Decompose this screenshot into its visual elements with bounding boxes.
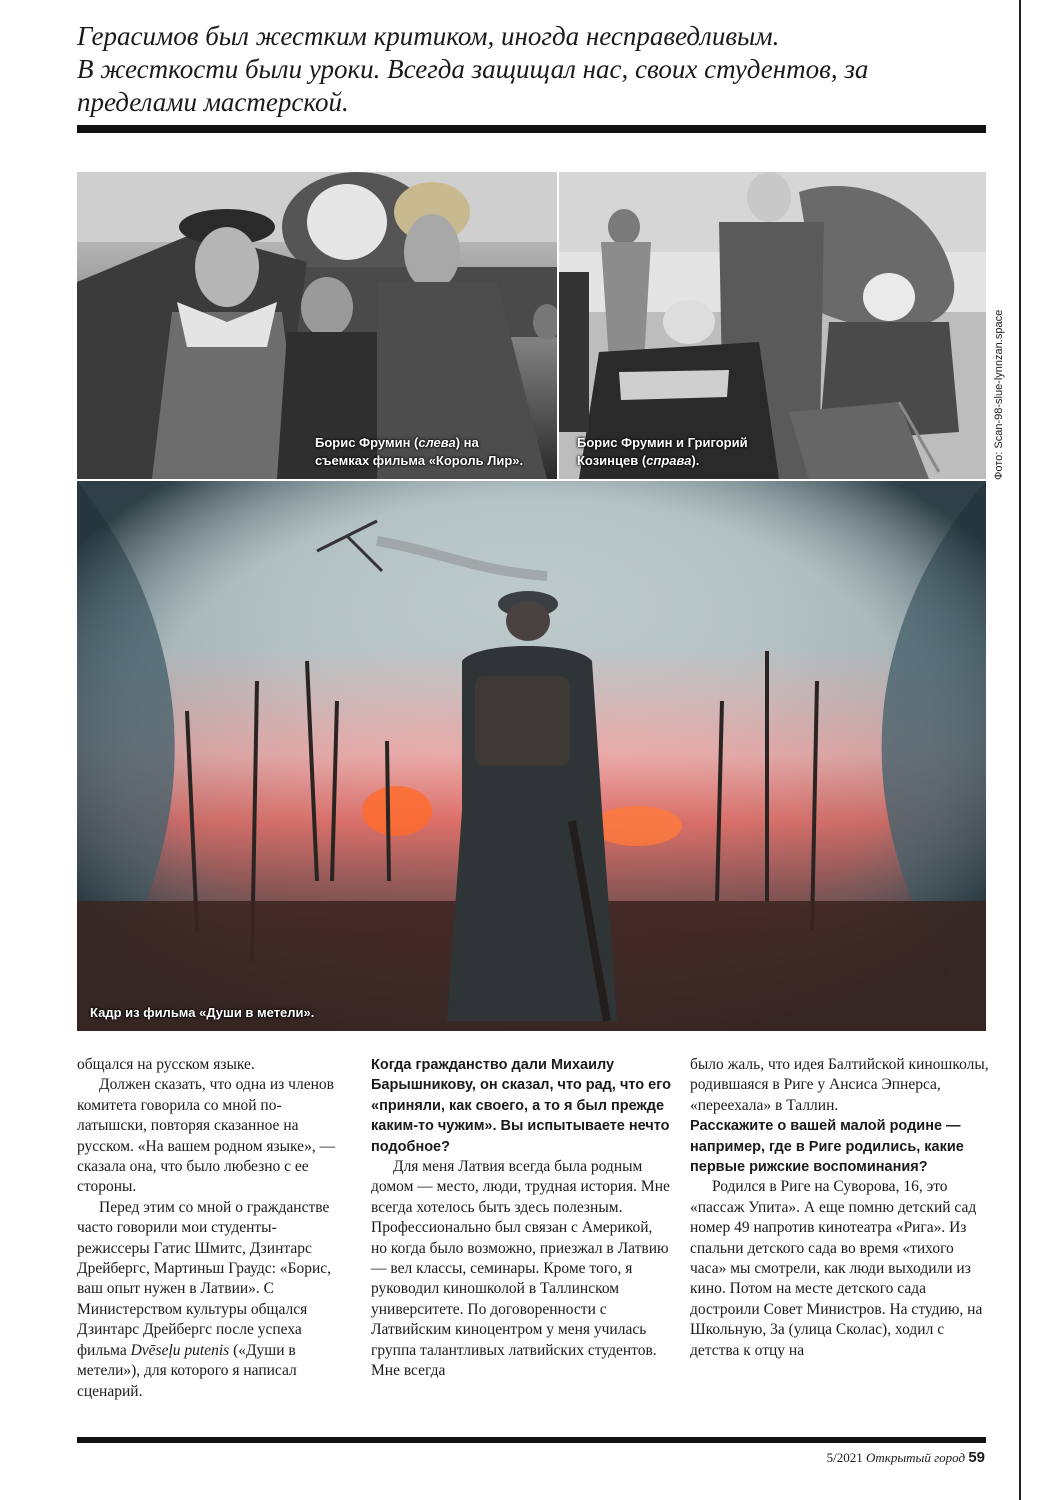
paragraph-text: Перед этим со мной о гражданстве часто говорили мои студенты-режиссеры Гатис Шмитс, Дзинтарс Дрейбергс, Мартиньш Граудс: «Борис, ваш опыт нужен в Латвии». С Министерством культуры общался Дзинтарс Дрейбергс после успеха фильма [77, 1198, 331, 1359]
page-edge-rule [1019, 0, 1021, 1500]
paragraph: Для меня Латвия всегда была родным домом — место, люди, трудная история. Мне всегда хотелось быть здесь полезным. Профессионально был связан с Америкой, но когда было возможно, приезжал в Латвию — вел классы, семинары. Кроме того, я руководил киношколой в Таллинском университете. По договоренности с Латвийским киноцентром у меня училась группа талантливых латвийских студентов. Мне всегда [371, 1158, 670, 1380]
pull-quote-line-2: В жесткости были уроки. Всегда защищал нас, своих студентов, за [77, 54, 869, 84]
photo-credit: Фото: Scan-98-slue-lynnzan.space [993, 309, 1005, 480]
page-number: 59 [968, 1449, 985, 1466]
caption-emphasis: справа [646, 453, 692, 468]
caption-line: съемках фильма «Король Лир». [315, 453, 524, 468]
photo-caption [577, 434, 748, 470]
issue-number: 5/2021 [826, 1450, 863, 1465]
paragraph-text: («Души в метели»), для которого я написал сценарий. [77, 1341, 297, 1400]
paragraph: общался на русском языке. [77, 1056, 255, 1073]
photo-caption [315, 434, 523, 470]
photo-film-still [77, 481, 986, 1031]
caption-text: Борис Фрумин ( [315, 435, 419, 450]
caption-text: ). [691, 453, 700, 468]
article-column-3 [690, 1055, 990, 1361]
article-column-2 [371, 1055, 671, 1382]
article-column-1 [77, 1055, 349, 1402]
header-rule [77, 125, 986, 133]
photo-frumin-kozintsev [559, 172, 986, 479]
page-footer [827, 1449, 985, 1466]
film-title: Dvēseļu putenis [130, 1341, 230, 1359]
photo-caption: Кадр из фильма «Души в метели». [90, 1005, 315, 1020]
pull-quote [77, 20, 1007, 119]
paragraph [77, 1198, 349, 1402]
pull-quote-line-1: Герасимов был жестким критиком, иногда несправедливым. [77, 21, 780, 51]
interview-question: Когда гражданство дали Михаилу Барышникову, он сказал, что рад, что его «приняли, как своего, а то я был прежде каким-то чужим». Вы испытываете нечто подобное? [371, 1057, 671, 1155]
magazine-name: Открытый город [865, 1450, 966, 1465]
interview-question: Расскажите о вашей малой родине — например, где в Риге родились, какие первые рижские воспоминания? [690, 1118, 964, 1176]
photo-king-lear-set [77, 172, 557, 479]
caption-text: ) на [455, 435, 479, 450]
paragraph: Родился в Риге на Суворова, 16, это «пассаж Упита». А еще помню детский сад номер 49 напротив кинотеатра «Рига». Из спальни детского сада во время «тихого часа» мы смотрели, как люди выходили из кино. Потом на месте детского сада достроили Совет Министров. На студию, на Школьную, 3a (улица Сколас), ходил с детства к отцу на [690, 1178, 983, 1359]
paragraph: Должен сказать, что одна из членов комитета говорила со мной по-латышски, повторяя сказанное на русском. «На вашем родном языке», — сказала она, что было любезно с ее стороны. [77, 1076, 336, 1196]
caption-line: Борис Фрумин и Григорий [577, 435, 748, 450]
paragraph: было жаль, что идея Балтийской киношколы, родившаяся в Риге у Ансиса Эпнерса, «переехала» в Таллин. [690, 1056, 989, 1114]
footer-rule [77, 1437, 986, 1443]
caption-emphasis: слева [418, 435, 456, 450]
caption-text: Козинцев ( [577, 453, 647, 468]
pull-quote-line-3: пределами мастерской. [77, 87, 349, 117]
